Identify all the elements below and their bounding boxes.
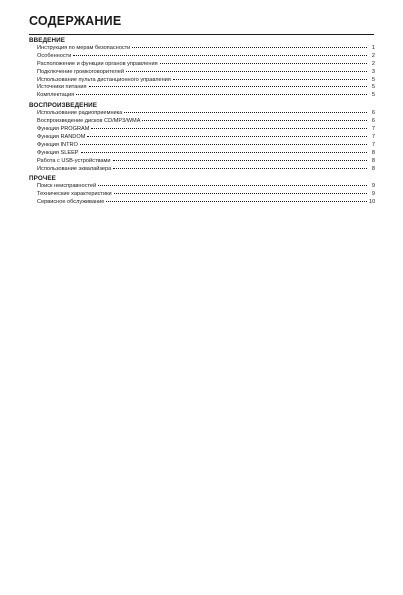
section-playback bbox=[29, 102, 375, 173]
dot-leader bbox=[73, 55, 367, 56]
toc-entry[interactable] bbox=[29, 92, 375, 100]
toc-entry[interactable] bbox=[29, 142, 375, 150]
toc-entry[interactable] bbox=[29, 84, 375, 92]
toc-entry-page: 5 bbox=[371, 76, 375, 83]
toc-entry-page: 2 bbox=[371, 60, 375, 67]
dot-leader bbox=[126, 71, 367, 72]
toc-entry-label: Инструкция по мерам безопасности bbox=[37, 44, 131, 51]
dot-leader bbox=[173, 79, 367, 80]
toc-entry-label: Поиск неисправностей bbox=[37, 183, 97, 190]
toc-entry-label: Работа с USB-устройствами bbox=[37, 157, 111, 164]
dot-leader bbox=[91, 128, 367, 129]
section-heading: ПРОЧЕЕ bbox=[29, 175, 56, 183]
dot-leader bbox=[76, 94, 367, 95]
section-introduction bbox=[29, 37, 375, 100]
toc-entry-label: Воспроизведение дисков CD/MP3/WMA bbox=[37, 118, 141, 125]
toc-entry-label: Функция INTRO bbox=[37, 141, 78, 148]
toc-entry-label: Функция PROGRAM bbox=[37, 125, 90, 132]
toc-entry-label: Использование эквалайзера bbox=[37, 165, 112, 172]
toc-entry-label: Использование радиоприемника bbox=[37, 110, 123, 117]
toc-entry[interactable] bbox=[29, 69, 375, 77]
dot-leader bbox=[106, 201, 367, 202]
toc-entry-label: Расположение и функции органов управления bbox=[37, 60, 158, 67]
toc-entry-page: 8 bbox=[371, 149, 375, 156]
dot-leader bbox=[98, 185, 367, 186]
toc-entry-page: 10 bbox=[369, 199, 376, 206]
document-page bbox=[29, 0, 375, 207]
toc-entry-label: Комплектация bbox=[37, 92, 75, 99]
dot-leader bbox=[132, 47, 367, 48]
toc-entry-label: Использование пульта дистанционного управления bbox=[37, 76, 171, 83]
dot-leader bbox=[113, 160, 367, 161]
toc-entry-page: 7 bbox=[371, 141, 375, 148]
toc-entry-page: 9 bbox=[371, 183, 375, 190]
toc-entry-label: Особенности bbox=[37, 52, 72, 59]
dot-leader bbox=[142, 120, 367, 121]
section-heading: ВОСПРОИЗВЕДЕНИЕ bbox=[29, 102, 98, 110]
dot-leader bbox=[124, 112, 367, 113]
section-heading: ВВЕДЕНИЕ bbox=[29, 37, 66, 44]
toc-entry[interactable] bbox=[29, 110, 375, 118]
title-divider bbox=[29, 34, 374, 35]
toc-entry[interactable] bbox=[29, 45, 375, 53]
toc-entry[interactable] bbox=[29, 150, 375, 158]
toc-entry-page: 1 bbox=[371, 44, 375, 51]
toc-entry-page: 5 bbox=[371, 92, 375, 99]
dot-leader bbox=[81, 152, 367, 153]
dot-leader bbox=[114, 193, 367, 194]
toc-entry-label: Подключение громкоговорителей bbox=[37, 68, 124, 75]
page-title: СОДЕРЖАНИЕ bbox=[29, 14, 122, 28]
toc-entry-label: Сервисное обслуживание bbox=[37, 199, 105, 206]
toc-entry-page: 6 bbox=[371, 110, 375, 117]
section-other bbox=[29, 175, 375, 207]
toc-entry[interactable] bbox=[29, 166, 375, 174]
toc-entry-label: Функция SLEEP bbox=[37, 149, 79, 156]
toc-entry[interactable] bbox=[29, 61, 375, 69]
toc-entry-page: 7 bbox=[371, 133, 375, 140]
toc-entry-page: 8 bbox=[371, 165, 375, 172]
dot-leader bbox=[87, 136, 367, 137]
toc-entry[interactable] bbox=[29, 191, 375, 199]
toc-entry-page: 6 bbox=[371, 118, 375, 125]
toc-entry-page: 9 bbox=[371, 191, 375, 198]
toc-entry[interactable] bbox=[29, 118, 375, 126]
dot-leader bbox=[89, 86, 367, 87]
toc-entry-page: 5 bbox=[371, 84, 375, 91]
toc-entry-label: Функция RANDOM bbox=[37, 133, 86, 140]
toc-entry-page: 3 bbox=[371, 68, 375, 75]
toc-entry-page: 2 bbox=[371, 52, 375, 59]
toc-entry-label: Источники питания bbox=[37, 84, 87, 91]
toc-entry[interactable] bbox=[29, 183, 375, 191]
dot-leader bbox=[113, 168, 367, 169]
toc-entry-page: 8 bbox=[371, 157, 375, 164]
dot-leader bbox=[80, 144, 367, 145]
toc-entry-label: Технические характеристики bbox=[37, 191, 112, 198]
toc-entry-page: 7 bbox=[371, 125, 375, 132]
toc-entry[interactable] bbox=[29, 134, 375, 142]
dot-leader bbox=[160, 63, 367, 64]
toc-entry[interactable] bbox=[29, 199, 375, 207]
toc-entry[interactable] bbox=[29, 126, 375, 134]
toc-entry[interactable] bbox=[29, 158, 375, 166]
toc-entry[interactable] bbox=[29, 77, 375, 85]
toc-entry[interactable] bbox=[29, 53, 375, 61]
